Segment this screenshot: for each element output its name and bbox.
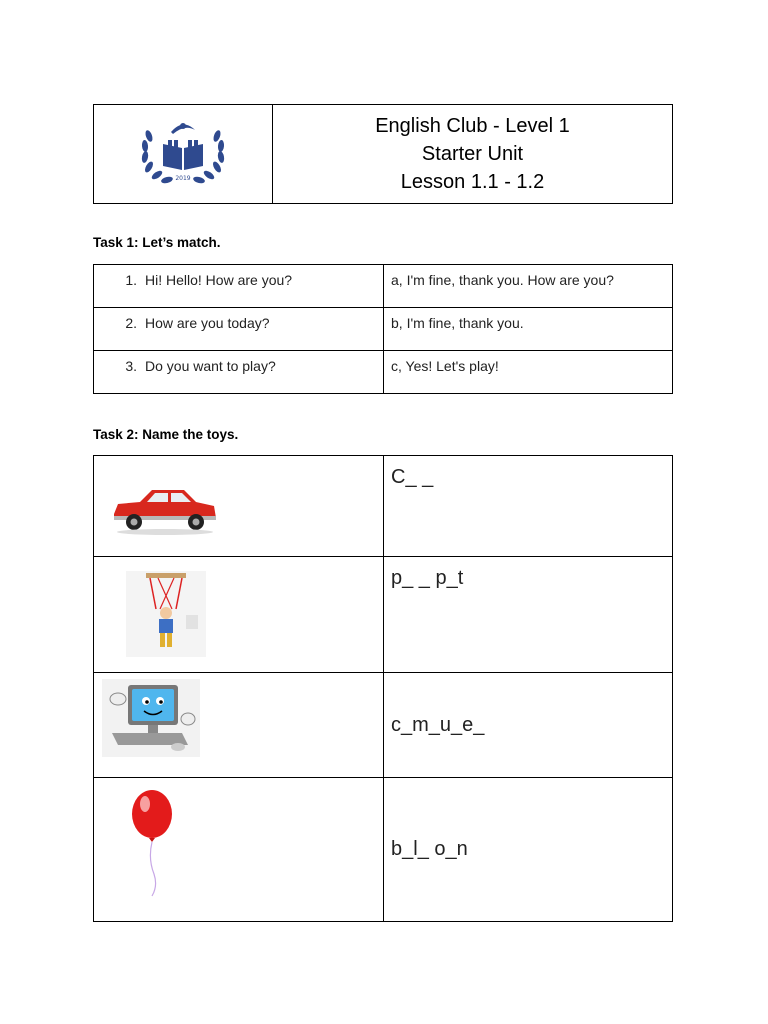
- question-cell: [94, 351, 384, 394]
- title-line-1: English Club - Level 1: [375, 115, 570, 137]
- toy-word: C_ _: [391, 466, 434, 488]
- computer-icon: [102, 679, 200, 757]
- toy-row: [94, 456, 673, 557]
- answer-cell: a, I'm fine, thank you. How are you?: [384, 265, 673, 308]
- question-number: 2.: [125, 315, 137, 331]
- toy-word: b_l_ o_n: [391, 838, 468, 860]
- question-cell: [94, 308, 384, 351]
- school-logo-icon: [133, 114, 233, 194]
- toy-word-cell: [384, 673, 673, 778]
- question-text: How are you today?: [145, 315, 270, 331]
- toy-picture-cell: [94, 456, 384, 557]
- toys-table: [93, 455, 673, 922]
- car-icon: [110, 478, 220, 538]
- header-table: [93, 104, 673, 204]
- question-text: Hi! Hello! How are you?: [145, 272, 293, 288]
- question-text: Do you want to play?: [145, 358, 276, 374]
- toy-word: c_m_u_e_: [391, 713, 485, 736]
- svg-text:2019: 2019: [175, 175, 191, 182]
- match-row: [94, 351, 673, 394]
- question-number: 3.: [125, 358, 137, 374]
- match-row: [94, 308, 673, 351]
- match-row: [94, 265, 673, 308]
- toy-row: [94, 557, 673, 673]
- answer-cell: c, Yes! Let's play!: [384, 351, 673, 394]
- toy-picture-cell: [94, 778, 384, 922]
- toy-word-cell: [384, 778, 673, 922]
- task2-heading: Task 2: Name the toys.: [93, 427, 239, 442]
- toy-row: [94, 778, 673, 922]
- question-cell: [94, 265, 384, 308]
- toy-word: p_ _ p_t: [391, 567, 464, 589]
- logo-cell: [94, 105, 273, 203]
- title-cell: [273, 105, 672, 203]
- question-number: 1.: [125, 272, 137, 288]
- title-line-3: Lesson 1.1 - 1.2: [400, 171, 545, 193]
- puppet-icon: [116, 569, 216, 659]
- toy-picture-cell: [94, 557, 384, 673]
- balloon-icon: [108, 784, 198, 904]
- toy-word-cell: [384, 456, 673, 557]
- answer-cell: b, I'm fine, thank you.: [384, 308, 673, 351]
- toy-row: [94, 673, 673, 778]
- task1-heading: Task 1: Let’s match.: [93, 235, 221, 250]
- match-table: [93, 264, 673, 394]
- toy-word-cell: [384, 557, 673, 673]
- toy-picture-cell: [94, 673, 384, 778]
- title-line-2: Starter Unit: [421, 143, 524, 165]
